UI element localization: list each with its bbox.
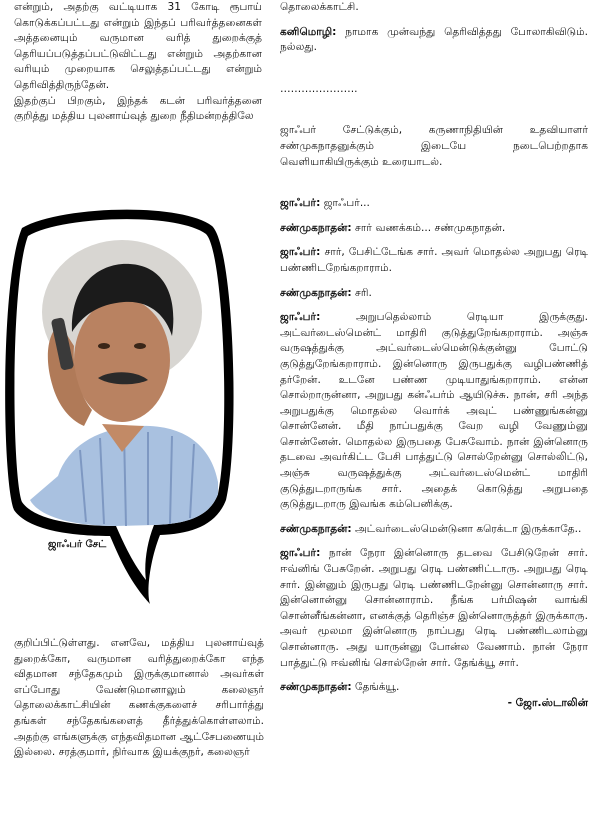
dialogue-text: சரி. [355, 286, 372, 299]
dialogue-text: தேங்க்யூ. [355, 681, 400, 694]
dialogue-text: நாமாக முன்வந்து தெரிவித்தது போலாகிவிடும். நல்லது. [280, 25, 588, 54]
dialogue-line [280, 680, 588, 696]
dialogue-text: ஜாஃபர்... [323, 197, 370, 210]
right-column [280, 0, 588, 711]
dialogue-line [280, 25, 588, 56]
left-column-top [14, 0, 262, 125]
speaker-label: சண்முகநாதன்: [280, 286, 352, 299]
speaker-label: கனிமொழி: [280, 25, 337, 38]
dialogue-text: அறுபதெல்லாம் ரெடியா இருக்குது. அட்வர்டைஸ்மென்ட் மாதிரி குடுத்துறேங்கறாராம். அஞ்சு வருஷத்துக்கு அட்வர்டைஸ்மென்டுக்குன்னு போட்டு குடுத்துறேங்கறாராம். இன்னொரு இருபதுக்கு வழிபண்ணித் தர்றேன். உடனே பண்ண முடியாதுங்கறாராம். என்ன சொல்றாருன்னா, அறுபது கன்ஃபர்ம் ஆயிடுச்சு. நான், சரி அந்த அறுபதுக்கு மொதல்ல வொர்க் அவுட் பண்ணுங்கன்னு சொன்னேன். மீதி நாப்பதுக்கு வேற வழி வேணும்னு சொன்னேன். மொதல்ல இருபதை பேசுவோம். நான் இன்னொரு தடவை அவர்கிட்ட பேசி பாத்துட்டு சொல்றேன்னு சொல்லிட்டு, அஞ்சு வருஷத்துக்கு அட்வர்டைஸ்மென்ட் மாதிரி குடுத்துடறாருங்க சார். அதைக் கொடுத்து அறுபதை குடுத்துடறாரு இவங்க கம்பெனிக்கு. [280, 311, 588, 511]
speaker-label: ஜாஃபர்: [280, 547, 321, 560]
separator-dots: …………………. [280, 82, 358, 95]
dialogue-text: சார், பேசிட்டேங்க சார். அவர் மொதல்ல அறுபது ரெடி பண்ணிடறேங்கறாராம். [280, 246, 588, 274]
author-signature: - ஜோ.ஸ்டாலின் [507, 696, 588, 709]
speech-bubble-photo [0, 200, 240, 620]
dialogue-text: அட்வர்டைஸ்மென்டுனா கரெக்டா இருக்காதே.. [355, 522, 582, 535]
paragraph: குறிப்பிட்டுள்ளது. எனவே, மத்திய புலனாய்வுத் துறைக்கோ, வருமான வரித்துறைக்கோ எந்த விதமான சந்தேகமும் இருக்குமானால் அவர்கள் எப்போது வேண்டுமானாலும் கலைஞர் தொலைக்காட்சியின் கணக்குகளைச் சரிபார்த்து தங்கள் சந்தேகங்களைத் தீர்த்துக்கொள்ளலாம். அதற்கு எங்களுக்கு எந்தவிதமான ஆட்சேபணையும் இல்லை. சரத்குமார், நிர்வாக இயக்குநர், கலைஞர் [14, 637, 264, 759]
section-intro: ஜாஃபர் சேட்டுக்கும், கருணாநிதியின் உதவியாளர் சண்முகநாதனுக்கும் இடையே நடைபெற்றதாக வெளியாகியிருக்கும் உரையாடல். [280, 124, 588, 168]
speaker-label: ஜாஃபர்: [280, 311, 321, 324]
paragraph: இதற்குப் பிறகும், இந்தக் கடன் பரிவர்த்தனை குறித்து மத்திய புலனாய்வுத் துறை நீதிமன்றத்திலே [14, 94, 262, 123]
dialogue-text: சார் வணக்கம்... சண்முகநாதன். [355, 221, 506, 234]
dialogue-line [280, 221, 588, 237]
paragraph: தொலைக்காட்சி. [280, 1, 359, 13]
paragraph: என்றும், அதற்கு வட்டியாக 31 கோடி ரூபாய் கொடுக்கப்பட்டது என்றும் இந்தப் பரிவர்த்தனைகள் அத்தனையும் வருமான வரித் துறைக்குத் தெரியப்படுத்தப்பட்டுவிட்டது என்றும் அதற்கான வரியும் முறையாக செலுத்தப்பட்டது என்றும் தெரிவித்திருந்தேன். [14, 1, 262, 91]
left-column-bottom [14, 636, 264, 761]
speaker-label: சண்முகநாதன்: [280, 681, 352, 694]
dialogue-text: நான் நேரா இன்னொரு தடவை பேசிடுறேன் சார். ஈவ்னிங் பேசுறேன். அறுபது ரெடி பண்ணிட்டாரு. அறுபது ரெடி சார். இன்னும் இருபது ரெடி பண்ணிடறேன்னு சொன்னாரு சார். இன்னொன்னு சொன்னாராம். நீங்க பர்மிஷன் வாங்கி சொன்னீங்கன்னா, எனக்குத் தெரிஞ்ச இன்னொருத்தர் இருக்காரு. அவர் மூலமா இன்னொரு நாப்பது ரெடி பண்ணிடலாம்னு சொன்னாரு. அது யாருன்னு போன்ல வேணாம். நான் நேரா பாத்துட்டு ஈவ்னிங் சொல்றேன் சார். தேங்க்யூ சார். [280, 547, 588, 669]
photo-caption: ஜாஃபர் சேட் [48, 539, 107, 550]
dialogue-line [280, 522, 588, 538]
speaker-label: சண்முகநாதன்: [280, 221, 352, 234]
dialogue-line [280, 310, 588, 513]
speaker-label: சண்முகநாதன்: [280, 522, 352, 535]
dialogue-line [280, 546, 588, 671]
speaker-label: ஜாஃபர்: [280, 197, 321, 210]
dialogue-line [280, 286, 588, 302]
dialogue-line [280, 245, 588, 276]
dialogue-line [280, 196, 588, 212]
speaker-label: ஜாஃபர்: [280, 246, 321, 259]
